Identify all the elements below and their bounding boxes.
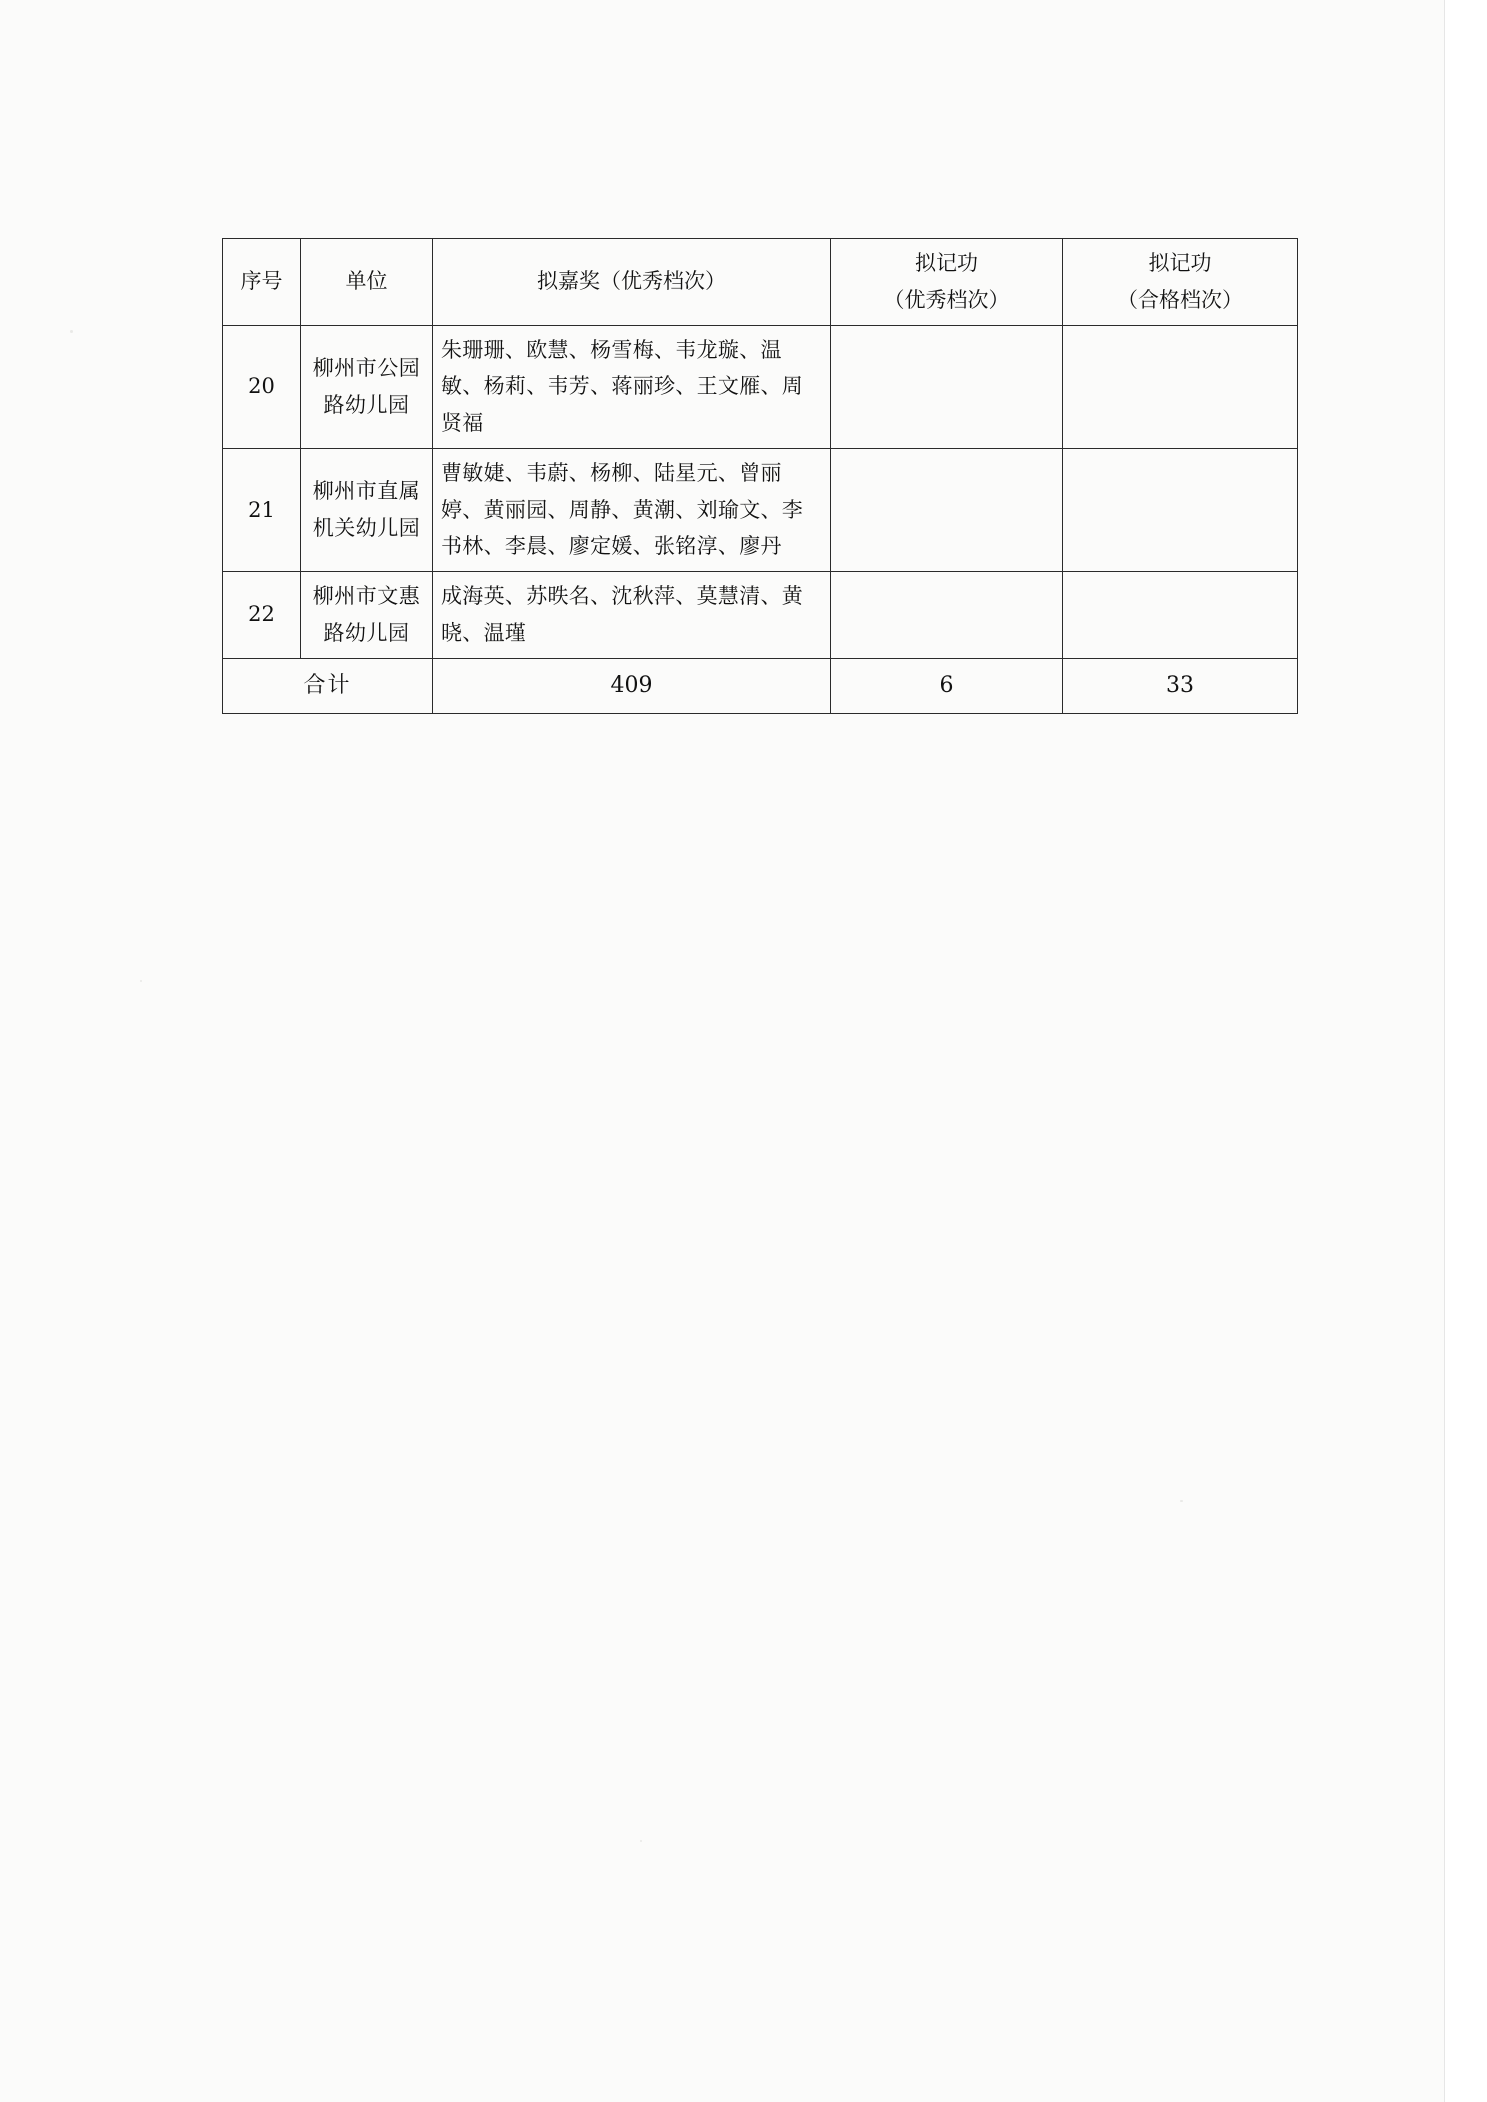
row-seq: 22 <box>223 572 301 659</box>
row-merit-excellent <box>831 448 1063 571</box>
table-row <box>223 325 1298 448</box>
row-award-names: 成海英、苏昳名、沈秋萍、莫慧清、黄晓、温瑾 <box>433 572 831 659</box>
row-merit-excellent <box>831 572 1063 659</box>
table-total-row <box>223 658 1298 714</box>
header-merit-qualified-line2: （合格档次） <box>1117 287 1243 312</box>
row-seq: 20 <box>223 325 301 448</box>
scan-speckle <box>70 330 73 333</box>
scan-speckle <box>140 980 142 982</box>
total-merit-excellent: 6 <box>831 658 1063 714</box>
table-header-row <box>223 239 1298 326</box>
row-unit: 柳州市文惠路幼儿园 <box>301 572 433 659</box>
scan-speckle <box>1180 1500 1183 1502</box>
total-label: 合计 <box>223 658 433 714</box>
award-table <box>222 238 1298 714</box>
row-merit-qualified <box>1063 572 1298 659</box>
header-merit-qualified <box>1063 239 1298 326</box>
header-merit-excellent <box>831 239 1063 326</box>
page-right-margin <box>1444 0 1487 2102</box>
row-merit-qualified <box>1063 325 1298 448</box>
row-merit-excellent <box>831 325 1063 448</box>
award-table-container <box>222 238 1297 714</box>
scan-speckle <box>640 1840 642 1842</box>
header-seq: 序号 <box>223 239 301 326</box>
row-seq: 21 <box>223 448 301 571</box>
table-row <box>223 448 1298 571</box>
total-merit-qualified: 33 <box>1063 658 1298 714</box>
header-award: 拟嘉奖（优秀档次） <box>433 239 831 326</box>
header-merit-qualified-line1: 拟记功 <box>1148 251 1212 275</box>
row-award-names: 曹敏婕、韦蔚、杨柳、陆星元、曾丽婷、黄丽园、周静、黄潮、刘瑜文、李书林、李晨、廖定媛、张铭淳、廖丹 <box>433 448 831 571</box>
row-unit: 柳州市直属机关幼儿园 <box>301 448 433 571</box>
header-merit-excellent-line2: （优秀档次） <box>883 287 1010 312</box>
row-unit: 柳州市公园路幼儿园 <box>301 325 433 448</box>
table-row <box>223 572 1298 659</box>
row-award-names: 朱珊珊、欧慧、杨雪梅、韦龙璇、温敏、杨莉、韦芳、蒋丽珍、王文雁、周贤福 <box>433 325 831 448</box>
header-merit-excellent-line1: 拟记功 <box>915 251 978 275</box>
header-unit: 单位 <box>301 239 433 326</box>
total-award: 409 <box>433 658 831 714</box>
row-merit-qualified <box>1063 448 1298 571</box>
